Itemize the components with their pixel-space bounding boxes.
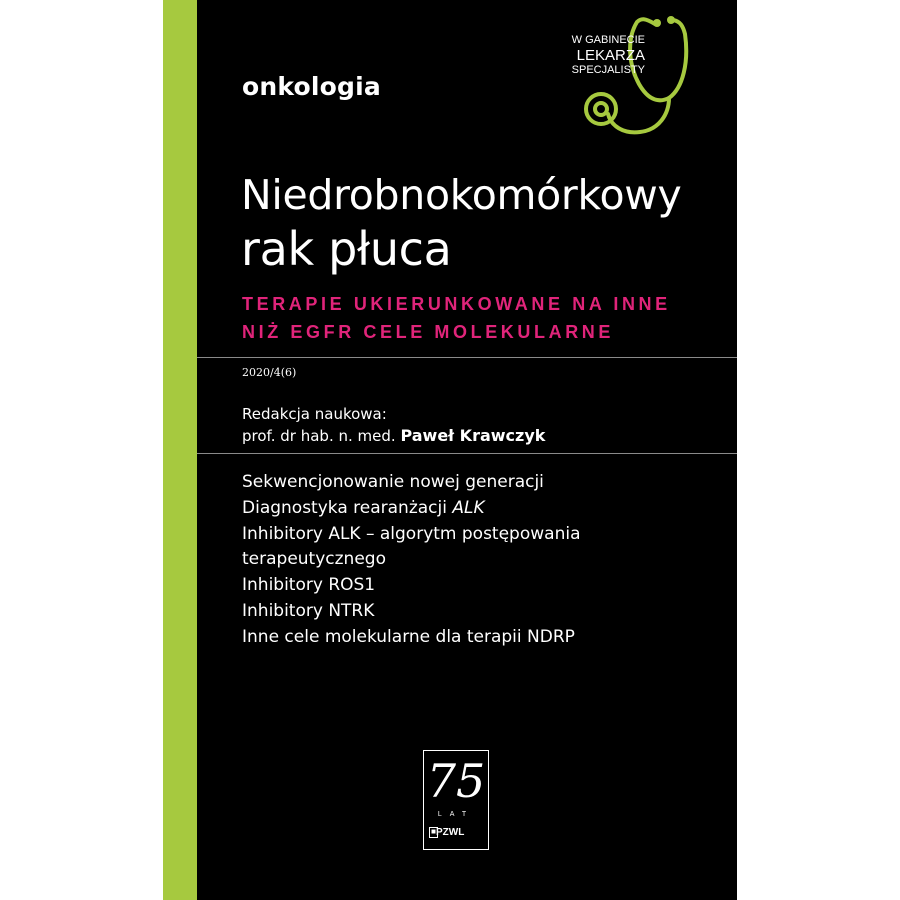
topic-item [242, 496, 581, 522]
logo-line-1: W GABINECIE [571, 34, 645, 46]
subtitle-line-1: TERAPIE UKIERUNKOWANE NA INNE [242, 294, 671, 314]
green-side-bar [163, 0, 197, 900]
topic-text: Diagnostyka rearanżacji [242, 497, 447, 518]
title-line-2: rak płuca [241, 222, 452, 276]
subtitle-line-2: NIŻ EGFR CELE MOLEKULARNE [242, 322, 614, 342]
logo-line-3: SPECJALISTY [571, 64, 645, 76]
editor-name: Paweł Krawczyk [400, 426, 546, 445]
issue-number: 2020/4(6) [242, 366, 297, 379]
book-cover [163, 0, 737, 900]
editor-prefix: prof. dr hab. n. med. [242, 427, 396, 445]
title-line-1: Niedrobnokomórkowy [241, 171, 682, 219]
divider-top [197, 357, 737, 358]
topics-list [242, 470, 581, 651]
publisher-name: PZWL [436, 827, 465, 838]
editor-block [242, 403, 545, 447]
badge-number: 75 [426, 754, 486, 808]
topic-item: Inhibitory ALK – algorytm postępowania [242, 523, 581, 544]
topic-item: terapeutycznego [242, 549, 386, 570]
series-logo [523, 14, 723, 139]
logo-line-2: LEKARZA [576, 47, 645, 64]
anniversary-badge [423, 750, 489, 850]
topic-item: Inhibitory NTRK [242, 600, 375, 621]
book-title [241, 168, 681, 276]
book-subtitle [242, 290, 671, 346]
topic-item: Inhibitory ROS1 [242, 575, 376, 596]
divider-bottom [197, 453, 737, 454]
topic-item: Inne cele molekularne dla terapii NDRP [242, 626, 575, 647]
editor-label: Redakcja naukowa: [242, 405, 387, 423]
topic-term: ALK [452, 497, 485, 518]
series-name: onkologia [242, 72, 381, 101]
topic-item: Sekwencjonowanie nowej generacji [242, 472, 544, 492]
logo-text [523, 34, 645, 77]
badge-label: LAT [437, 811, 475, 818]
